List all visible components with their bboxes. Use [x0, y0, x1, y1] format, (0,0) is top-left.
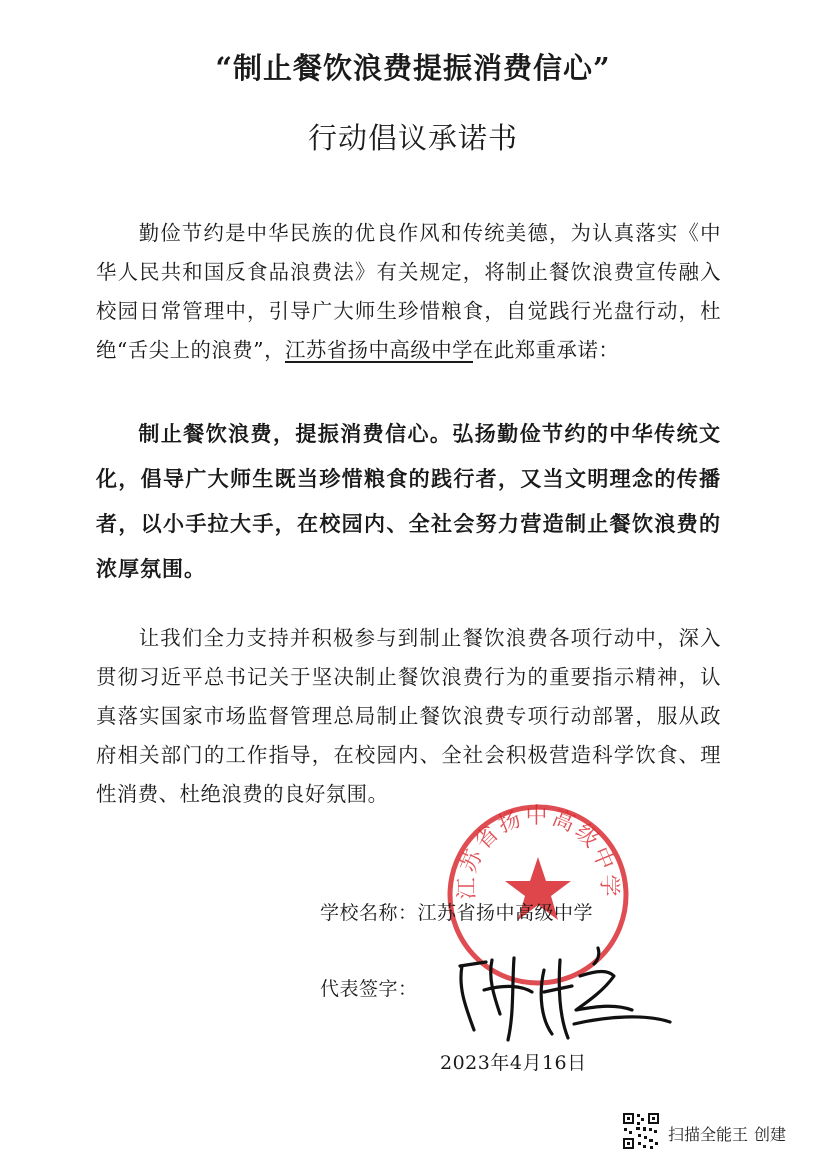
school-label: 学校名称：	[320, 902, 418, 924]
school-name-value: 江苏省扬中高级中学	[417, 902, 594, 924]
scanner-app-name: 扫描全能王	[668, 1125, 749, 1144]
document-title-line2: 行动倡议承诺书	[307, 121, 518, 155]
paragraph-pledge	[96, 412, 721, 592]
qr-code-icon	[622, 1112, 660, 1150]
representative-row	[320, 974, 418, 1001]
action-text: 让我们全力支持并积极参与到制止餐饮浪费各项行动中，深入贯彻习近平总书记关于坚决制止餐饮浪费行为的重要指示精神，认真落实国家市场监督管理总局制止餐饮浪费专项行动部署，服从政府相关部门的工作指导，在校园内、全社会积极营造科学饮食、理性消费、杜绝浪费的良好氛围。	[96, 626, 721, 806]
paragraph-action	[96, 619, 721, 814]
document-date: 2023年4月16日	[440, 1052, 587, 1074]
intro-text-a: 勤俭节约是中华民族的优良作风和传统美德，为认真落实《中华人民共和国反食品浪费法》有关规定，将制止餐饮浪费宣传融入校园日常管理中，引导广大师生珍惜粮食，自觉践行光盘行动，杜绝“舌尖上的浪费”，	[96, 221, 721, 362]
handwritten-signature	[448, 940, 676, 1050]
scanner-created-label: 创建	[754, 1125, 787, 1144]
intro-text-b: 在此郑重承诺：	[473, 338, 620, 362]
intro-school-name: 江苏省扬中高级中学	[284, 338, 473, 362]
seal-text: 江苏省扬中高级中学	[454, 804, 622, 900]
scanner-watermark	[668, 1122, 792, 1145]
paragraph-intro	[96, 214, 721, 370]
school-name-row	[320, 898, 593, 925]
representative-label: 代表签字：	[320, 978, 418, 1000]
document-title-line1: “制止餐饮浪费提振消费信心”	[215, 51, 611, 85]
pledge-text: 制止餐饮浪费，提振消费信心。弘扬勤俭节约的中华传统文化，倡导广大师生既当珍惜粮食的践行者，又当文明理念的传播者，以小手拉大手，在校园内、全社会努力营造制止餐饮浪费的浓厚氛围。	[96, 422, 721, 581]
